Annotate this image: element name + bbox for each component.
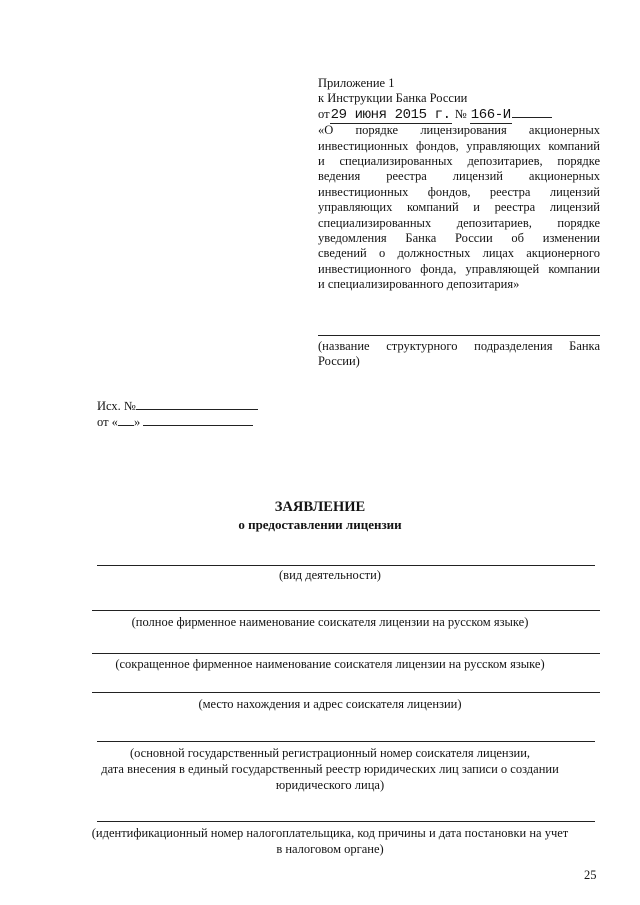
instruction-title-line: сведений о должностных лицах акционерного: [318, 246, 600, 261]
order-number-label: №: [454, 106, 467, 121]
outgoing-number-block: [97, 398, 258, 430]
order-number: 166-И: [470, 106, 511, 123]
application-title: [0, 498, 640, 534]
short-name-field-line[interactable]: [92, 653, 600, 654]
instruction-title-line: и специализированного депозитария»: [318, 277, 520, 292]
inn-field-line[interactable]: [97, 821, 595, 822]
activity-type-caption: (вид деятельности): [279, 568, 381, 582]
activity-type-field-line[interactable]: [97, 565, 595, 566]
page-number: 25: [584, 868, 597, 882]
order-number-underline: [512, 107, 552, 118]
ogrn-caption: (основной государственный регистрационный номер соискателя лицензии, дата внесения в единый государственный реестр юридических лиц записи о создании юридического лица): [101, 746, 559, 792]
appendix-header: [318, 76, 600, 293]
instruction-order-line: [318, 107, 600, 123]
instruction-title-line: инвестиционных фондов, реестра лицензий: [318, 184, 600, 199]
department-name-field-line[interactable]: [318, 335, 600, 336]
appendix-label: Приложение 1: [318, 76, 395, 90]
outgoing-number-label: Исх. №: [97, 399, 136, 413]
ogrn-field-line[interactable]: [97, 741, 595, 742]
address-field-line[interactable]: [92, 692, 600, 693]
department-name-caption: (название структурного подразделения Банка России): [318, 339, 600, 369]
address-caption: (место нахождения и адрес соискателя лицензии): [198, 697, 462, 711]
application-title-sub: о предоставлении лицензии: [238, 517, 402, 532]
instruction-title-line: специализированных депозитариев, порядке: [318, 215, 600, 230]
outgoing-date-day-field[interactable]: [118, 414, 134, 426]
application-title-main: ЗАЯВЛЕНИЕ: [274, 499, 366, 515]
outgoing-number-row: [97, 398, 258, 414]
instruction-title-line: управляющих компаний и реестра лицензий: [318, 200, 600, 215]
full-name-field-line[interactable]: [92, 610, 600, 611]
order-date: 29 июня 2015 г.: [330, 106, 451, 123]
order-prefix: от: [318, 106, 330, 121]
outgoing-number-field[interactable]: [136, 398, 258, 410]
instruction-reference: к Инструкции Банка России: [318, 91, 468, 106]
outgoing-date-label: от «: [97, 415, 118, 429]
instruction-title-line: ведения реестра лицензий акционерных: [318, 169, 600, 184]
instruction-title-line: уведомления Банка России об изменении: [318, 231, 600, 246]
outgoing-date-month-year-field[interactable]: [143, 414, 253, 426]
instruction-title-line: и специализированных депозитариев, порядке: [318, 154, 600, 169]
outgoing-date-row: от « »: [97, 414, 258, 430]
full-name-caption: (полное фирменное наименование соискателя лицензии на русском языке): [131, 615, 529, 629]
inn-caption: (идентификационный номер налогоплательщика, код причины и дата постановки на учет в налоговом органе): [91, 826, 569, 856]
instruction-title-line: инвестиционных фондов, управляющих компаний: [318, 138, 600, 153]
instruction-title-line: «О порядке лицензирования акционерных: [318, 123, 600, 138]
short-name-caption: (сокращенное фирменное наименование соискателя лицензии на русском языке): [115, 657, 545, 671]
instruction-title-line: инвестиционного фонда, управляющей компании: [318, 261, 600, 276]
